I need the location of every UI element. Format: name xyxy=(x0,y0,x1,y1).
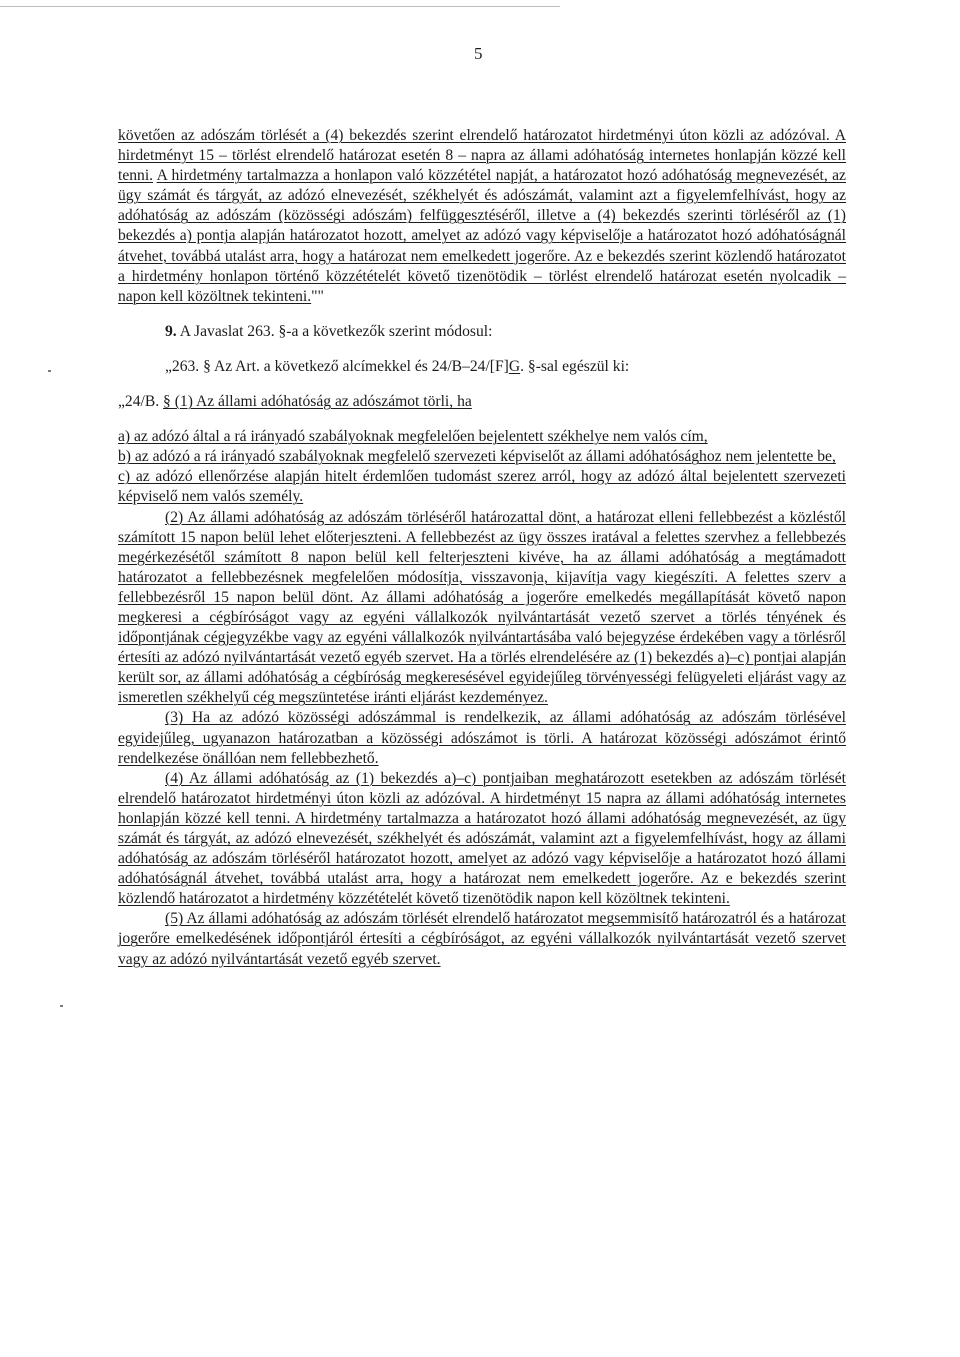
section-24b-paragraph-4 xyxy=(118,769,846,910)
section-24b-point-b xyxy=(118,447,846,467)
amendment-263-text-after: . §-sal egészül ki: xyxy=(520,357,630,375)
continuation-plain-text: követően az adószám törlését a (4) bekezdés szerint elrendelő határozatot hirdetményi úton közli az adózóval. A hirdetményt 15 – törlést elrendelő határozat esetén 8 – napra az állami adóhatóság internetes honlapján közzé kell tenni. xyxy=(118,127,846,185)
paragraph-3-text: (3) Ha az adózó közösségi adószámmal is rendelkezik, az állami adóhatóság az adószám törlésével egyidejűleg, ugyanazon határozatban a közösségi adószámot is törli. A határozat közösségi adószámot érintő rendelkezése önállóan nem fellebbezhető. xyxy=(118,709,846,767)
section-24b-lead-underlined: § (1) Az állami adóhatóság az adószámot törli, ha xyxy=(163,393,472,411)
amendment-263-text: „263. § Az Art. a következő alcímekkel és 24/B–24/[F] xyxy=(165,357,509,375)
section-24b-point-a xyxy=(118,427,846,447)
section-24b-point-c xyxy=(118,467,846,507)
amendment-263-underlined: G xyxy=(508,357,521,375)
continuation-underlined-text: A hirdetmény tartalmazza a honlapon való közzététel napját, a határozatot hozó adóhatóság megnevezését, az ügy számát és tárgyát, az adózó elnevezését, székhelyét és adószámát, valamint azt a figyelemfelhívást, hogy az adóhatóság az adószám (közösségi adószám) felfüggesztéséről, illetve a (4) bekezdés szerinti törléséről az (1) bekezdés a) pontja alapján határozatot hozott, amelyet az adózó vagy képviselője a határozatot hozó adóhatóságnál átvehet, továbbá utalást arra, hogy a határozat nem emelkedett jogerőre. Az e bekezdés szerint közlendő határozatot a hirdetmény honlapon történő közzétételét követő tizenötödik – törlést elrendelő határozat esetén nyolcadik – napon kell közöltnek tekinteni. xyxy=(118,167,846,305)
section-24b-paragraph-2 xyxy=(118,508,846,709)
section-24b-paragraph-5 xyxy=(118,909,846,969)
page-number: 5 xyxy=(474,44,483,63)
document-body xyxy=(118,126,846,970)
paragraph-2-text: (2) Az állami adóhatóság az adószám törléséről határozattal dönt, a határozat elleni fellebbezést a közléstől számított 15 napon belül lehet előterjeszteni. A fellebbezést az ügy összes iratával a felettes szervhez a fellebbezés megérkezésétől számított 8 napon belül kell felterjeszteni kivéve, ha az állami adóhatóság a megtámadott határozatot a fellebbezésnek megfelelően módosítja, visszavonja, kijavítja vagy kiegészíti. A felettes szerv a fellebbezésről 15 napon belül dönt. Az állami adóhatóság a jogerőre emelkedés megállapítását követő napon megkeresi a cégbíróságot vagy az egyéni vállalkozók nyilvántartását vezető szervet a törlés tényének és időpontjának cégjegyzékbe vagy az egyéni vállalkozók nyilvántartásába való bejegyzése érdekében vagy a törlésről értesíti az adózó nyilvántartását vezető egyéb szervet. Ha a törlés elrendelésére az (1) bekezdés a)–c) pontjai alapján került sor, az állami adóhatóság a cégbíróság megkeresésével egyidejűleg törvényességi felügyeleti eljárást vagy az ismeretlen székhelyű cég megszüntetése iránti eljárást kezdeményez. xyxy=(118,508,846,707)
section-24b-lead-plain: „24/B. xyxy=(118,393,164,411)
amendment-263 xyxy=(118,357,846,377)
section-24b-lead xyxy=(118,392,846,412)
point-a-text: a) az adózó által a rá irányadó szabályoknak megfelelően bejelentett székhelye nem valós cím, xyxy=(118,428,708,446)
margin-mark xyxy=(60,1005,63,1007)
top-rule xyxy=(0,6,560,7)
item-text: A Javaslat 263. §-a a következők szerint módosul: xyxy=(179,322,493,340)
amendment-item-9 xyxy=(118,322,846,342)
margin-mark xyxy=(48,370,51,372)
point-c-text: c) az adózó ellenőrzése alapján hitelt érdemlően tudomást szerez arról, hogy az adózó által bejelentett szervezeti képviselő nem valós személy. xyxy=(118,468,846,506)
paragraph-5-text: (5) Az állami adóhatóság az adószám törlését elrendelő határozatot megsemmisítő határozatról és a határozat jogerőre emelkedésének időpontjáról értesíti a cégbíróságot, az egyéni vállalkozók nyilvántartását vezető szervet vagy az adózó nyilvántartását vezető egyéb szervet. xyxy=(118,910,846,968)
paragraph-4-text: (4) Az állami adóhatóság az (1) bekezdés a)–c) pontjaiban meghatározott esetekben az adószám törlését elrendelő határozatot hirdetményi úton közli az adózóval. A hirdetményt 15 napra az állami adóhatóság internetes honlapján közzé kell tenni. A hirdetmény tartalmazza a határozatot hozó állami adóhatóság megnevezését, az ügy számát és tárgyát, az adózó elnevezését, székhelyét és adószámát, valamint azt a figyelemfelhívást, hogy az állami adóhatóság az adószám törléséről határozatot hozott, amelyet az adózó vagy képviselője a határozatot hozó állami adóhatóságnál átvehet, továbbá utalást arra, hogy a határozat nem emelkedett jogerőre. Az e bekezdés szerint közlendő határozatot a hirdetmény közzétételét követő tizenötödik napon kell közöltnek tekinteni. xyxy=(118,769,846,908)
point-b-text: b) az adózó a rá irányadó szabályoknak megfelelő szervezeti képviselőt az állami adóhatósághoz nem jelentette be, xyxy=(118,448,836,466)
continuation-paragraph xyxy=(118,126,846,307)
closing-quotes: "" xyxy=(311,287,324,305)
item-number: 9. xyxy=(165,322,177,340)
section-24b-paragraph-3 xyxy=(118,708,846,768)
